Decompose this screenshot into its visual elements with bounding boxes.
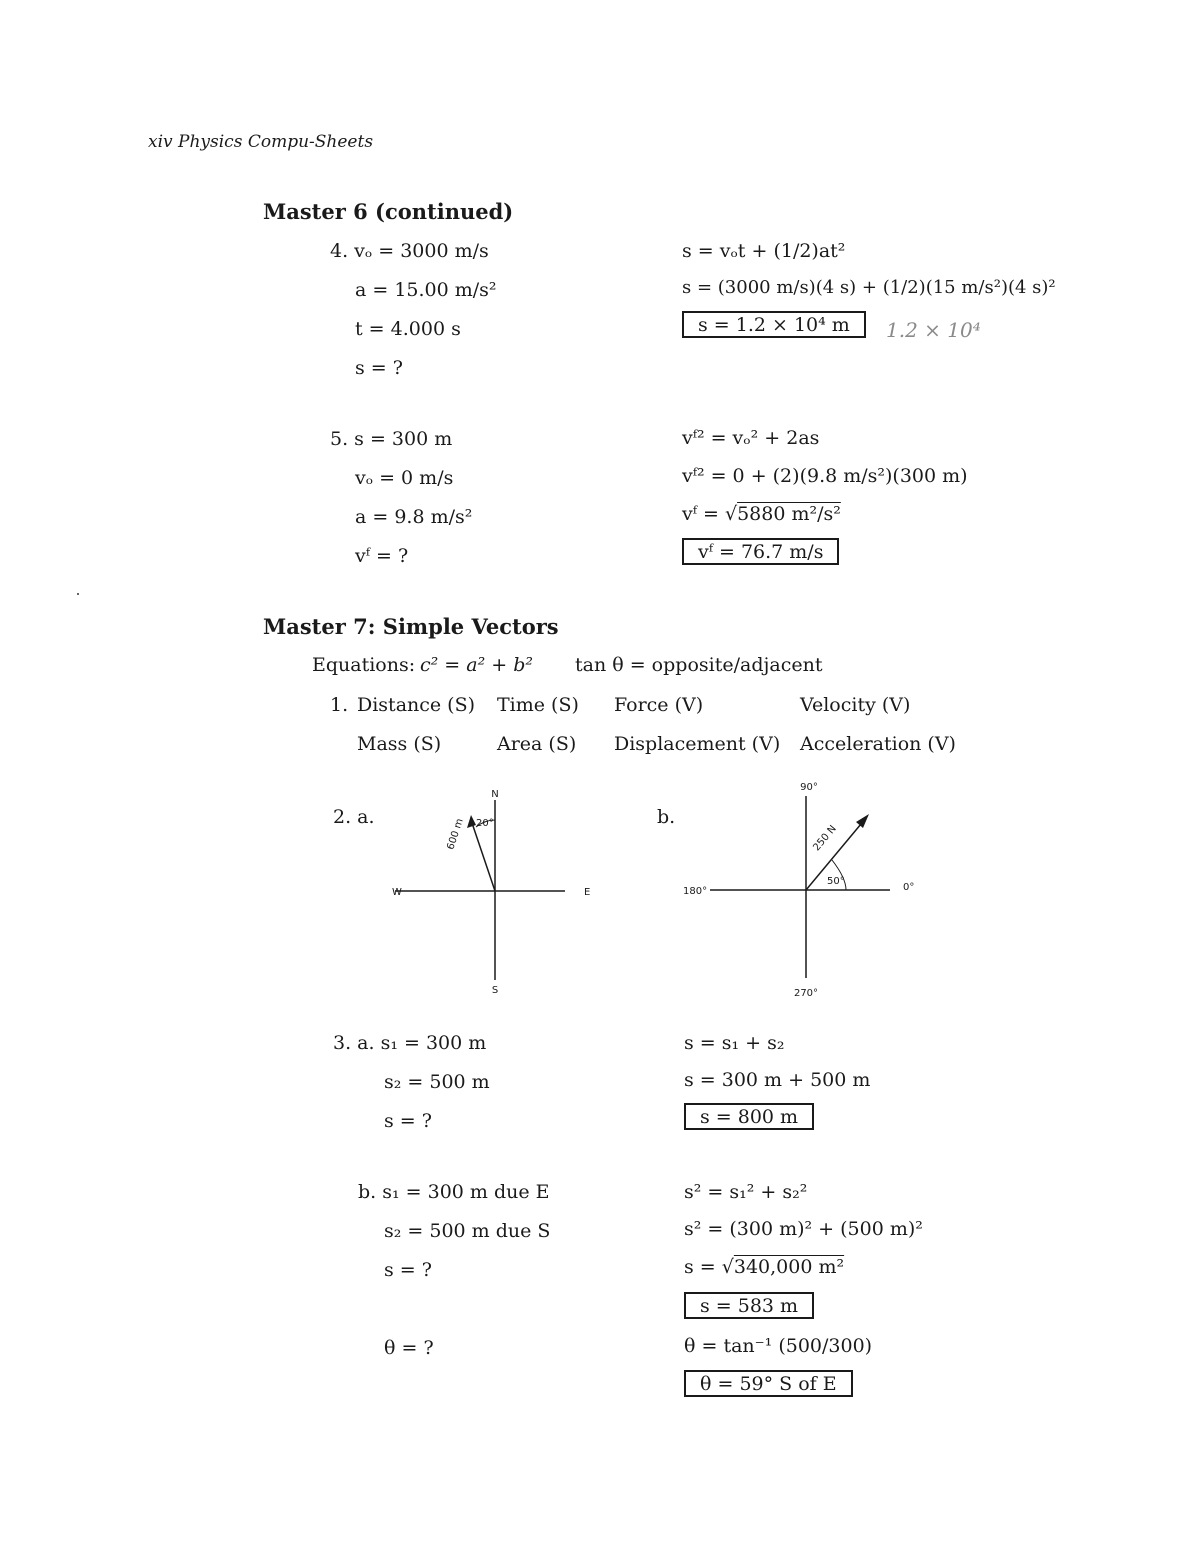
p4-given-a: a = 15.00 m/s² [355, 279, 497, 301]
vector-arrowhead [467, 815, 476, 828]
vector-diagram-b [675, 778, 925, 1003]
q3b-given-theta: θ = ? [384, 1337, 434, 1359]
label-90: 90° [800, 782, 818, 793]
p5-answer-box: vᶠ = 76.7 m/s [682, 538, 839, 565]
stray-mark [77, 593, 79, 595]
vector-arrowhead [856, 814, 869, 828]
q3a-given-s1: 3. a. s₁ = 300 m [333, 1032, 487, 1054]
p5-given-a: a = 9.8 m/s² [355, 506, 473, 528]
q1-item: Displacement (V) [614, 733, 781, 755]
master-6-title: Master 6 (continued) [263, 199, 514, 224]
q3a-work-eq: s = s₁ + s₂ [684, 1032, 785, 1054]
q3b-sqrt-lhs: s = √ [684, 1256, 734, 1278]
magnitude-label: 250 N [811, 823, 839, 854]
p5-work-eq: vᶠ² = vₒ² + 2as [682, 427, 820, 449]
magnitude-label: 600 m [445, 817, 466, 852]
equation-pythagorean: c² = a² + b² [420, 654, 533, 676]
q1-item: Acceleration (V) [800, 733, 956, 755]
q3b-given-s: s = ? [384, 1259, 432, 1281]
q3b-work-sub: s² = (300 m)² + (500 m)² [684, 1218, 923, 1240]
p4-work-eq: s = vₒt + (1/2)at² [682, 240, 846, 262]
q1-item: Time (S) [497, 694, 579, 716]
label-0: 0° [903, 882, 915, 893]
master-7-title: Master 7: Simple Vectors [263, 614, 559, 639]
vector-diagram-a [380, 780, 610, 1000]
q3b-given-s1: b. s₁ = 300 m due E [358, 1181, 550, 1203]
q1-item: Velocity (V) [800, 694, 911, 716]
south-label: S [491, 985, 499, 996]
p5-sqrt-lhs: vᶠ = √ [682, 503, 738, 525]
angle-label: 50° [827, 876, 845, 887]
q3a-work-sub: s = 300 m + 500 m [684, 1069, 871, 1091]
p5-given-vo: vₒ = 0 m/s [355, 467, 454, 489]
q3b-sqrt-arg: 340,000 m² [733, 1256, 845, 1278]
q1-item: Force (V) [614, 694, 704, 716]
angle-label: 20° [476, 818, 494, 829]
p5-work-sub: vᶠ² = 0 + (2)(9.8 m/s²)(300 m) [682, 465, 968, 487]
north-label: N [491, 789, 499, 800]
p5-work-sqrt [682, 503, 841, 525]
q2a-label: 2. a. [333, 806, 375, 828]
q3b-work-eq: s² = s₁² + s₂² [684, 1181, 808, 1203]
p4-given-s: s = ? [355, 357, 403, 379]
equations-label: Equations: [312, 654, 416, 676]
p4-work-sub: s = (3000 m/s)(4 s) + (1/2)(15 m/s²)(4 s)² [682, 277, 1056, 298]
q1-item: Distance (S) [357, 694, 476, 716]
equation-tangent: tan θ = opposite/adjacent [575, 654, 823, 676]
west-label: W [392, 887, 402, 898]
q3b-theta-work: θ = tan⁻¹ (500/300) [684, 1335, 873, 1357]
q3a-given-s: s = ? [384, 1110, 432, 1132]
east-label: E [584, 887, 591, 898]
q2b-label: b. [657, 806, 676, 828]
q1-number: 1. [330, 694, 349, 716]
p5-given-s: 5. s = 300 m [330, 428, 453, 450]
p4-given-vo: 4. vₒ = 3000 m/s [330, 240, 489, 262]
vector-600m [471, 820, 495, 891]
p4-answer-box: s = 1.2 × 10⁴ m [682, 311, 866, 338]
q1-item: Mass (S) [357, 733, 442, 755]
p5-given-vf: vᶠ = ? [355, 545, 409, 567]
q1-item: Area (S) [497, 733, 577, 755]
q3b-work-sqrt [684, 1256, 844, 1278]
q3b-theta-answer-box: θ = 59° S of E [684, 1370, 853, 1397]
q3a-answer-box: s = 800 m [684, 1103, 814, 1130]
running-head: xiv Physics Compu-Sheets [148, 132, 374, 152]
q3b-answer-box: s = 583 m [684, 1292, 814, 1319]
p4-given-t: t = 4.000 s [355, 318, 461, 340]
label-180: 180° [683, 886, 708, 897]
p5-sqrt-arg: 5880 m²/s² [737, 503, 841, 525]
q3b-given-s2: s₂ = 500 m due S [384, 1220, 551, 1242]
q3a-given-s2: s₂ = 500 m [384, 1071, 490, 1093]
label-270: 270° [793, 988, 819, 999]
handwritten-note: 1.2 × 10⁴ [886, 318, 981, 342]
